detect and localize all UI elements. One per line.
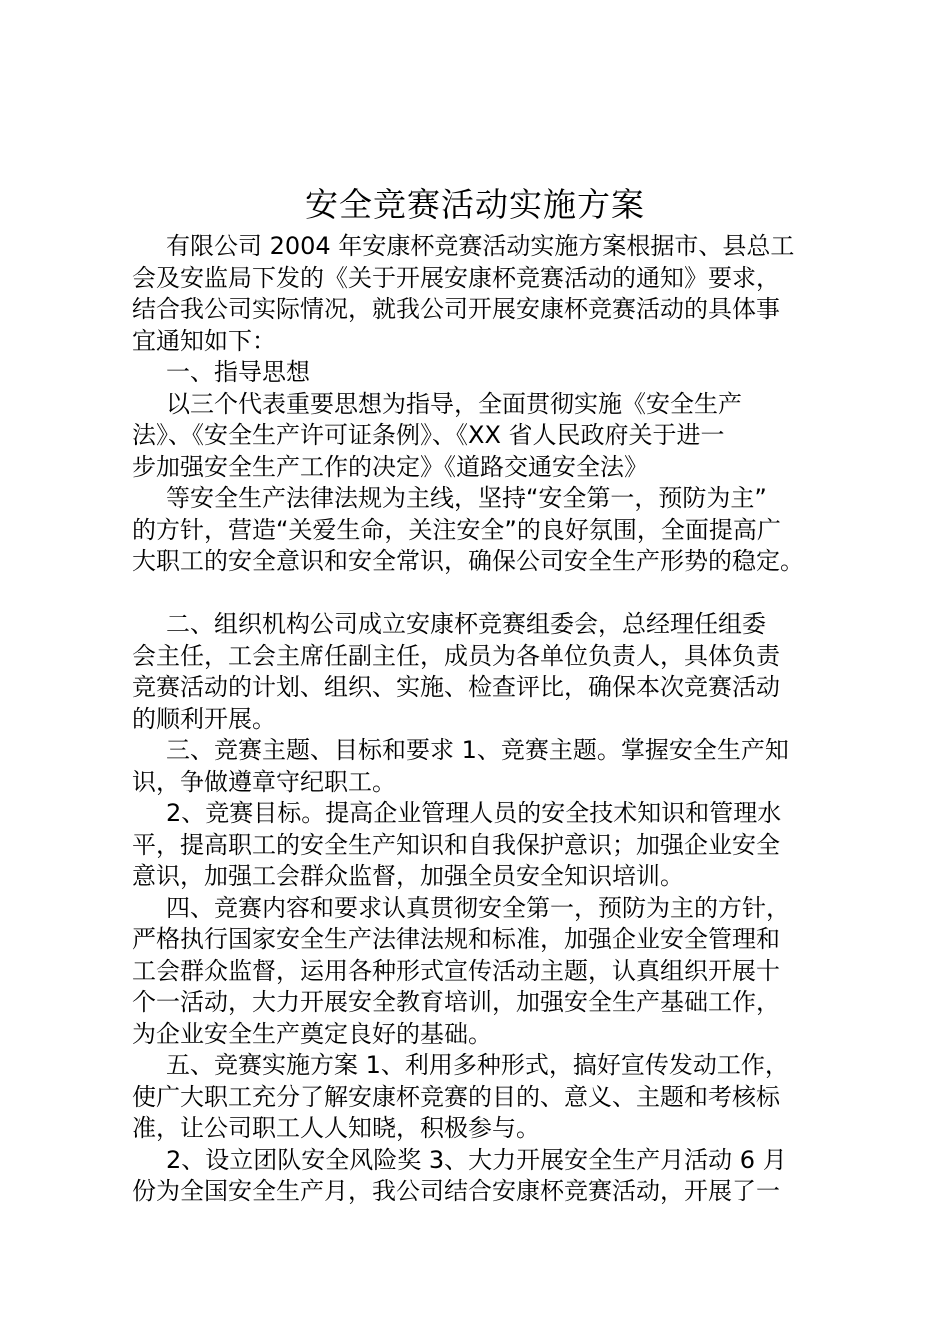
text-line: 2、设立团队安全风险奖 3、大力开展安全生产月活动 6 月	[166, 1145, 787, 1174]
text-line: 步加强安全生产工作的决定》《道路交通安全法》	[132, 452, 648, 481]
text-line: 宜通知如下：	[132, 326, 276, 355]
text-line: 有限公司 2004 年安康杯竞赛活动实施方案根据市、县总工	[166, 232, 795, 260]
text-line: 大职工的安全意识和安全常识，确保公司安全生产形势的稳定。	[132, 547, 804, 575]
section-heading: 一、指导思想	[166, 358, 310, 386]
text-line: 份为全国安全生产月，我公司结合安康杯竞赛活动，开展了一	[132, 1177, 780, 1205]
text-line: 的方针，营造“关爱生命，关注安全”的良好氛围，全面提高广	[132, 515, 781, 544]
text-line: 二、组织机构公司成立安康杯竞赛组委会，总经理任组委	[166, 610, 766, 638]
text-line: 会及安监局下发的《关于开展安康杯竞赛活动的通知》要求，	[132, 263, 780, 292]
text-line: 为企业安全生产奠定良好的基础。	[132, 1019, 492, 1048]
text-line: 结合我公司实际情况，就我公司开展安康杯竞赛活动的具体事	[132, 295, 780, 323]
text-line: 2、竞赛目标。提高企业管理人员的安全技术知识和管理水	[166, 799, 782, 827]
text-line: 使广大职工充分了解安康杯竞赛的目的、意义、主题和考核标	[132, 1082, 780, 1111]
text-line: 意识，加强工会群众监督，加强全员安全知识培训。	[132, 862, 684, 890]
text-line: 以三个代表重要思想为指导，全面贯彻实施《安全生产	[166, 389, 742, 418]
text-line: 会主任，工会主席任副主任，成员为各单位负责人，具体负责	[132, 641, 780, 670]
text-line: 工会群众监督，运用各种形式宣传活动主题，认真组织开展十	[132, 956, 780, 985]
text-line: 个一活动，大力开展安全教育培训，加强安全生产基础工作，	[132, 988, 780, 1016]
text-line: 识，争做遵章守纪职工。	[132, 767, 396, 796]
text-line: 等安全生产法律法规为主线，坚持“安全第一，预防为主”	[166, 484, 767, 512]
text-line: 三、竞赛主题、目标和要求 1、竞赛主题。掌握安全生产知	[166, 736, 789, 764]
text-line: 严格执行国家安全生产法律法规和标准，加强企业安全管理和	[132, 925, 780, 953]
blank-line	[132, 578, 832, 610]
text-line: 准，让公司职工人人知晓，积极参与。	[132, 1114, 540, 1142]
text-line: 五、竞赛实施方案 1、利用多种形式，搞好宣传发动工作，	[166, 1051, 789, 1079]
document-body	[132, 231, 832, 1208]
text-line: 四、竞赛内容和要求认真贯彻安全第一，预防为主的方针，	[166, 893, 790, 922]
text-line: 法》、《安全生产许可证条例》、《XX 省人民政府关于进一	[132, 421, 725, 449]
text-line: 竞赛活动的计划、组织、实施、检查评比，确保本次竞赛活动	[132, 673, 780, 701]
text-line: 的顺利开展。	[132, 704, 276, 733]
text-line: 平，提高职工的安全生产知识和自我保护意识；加强企业安全	[132, 830, 780, 859]
document-title: 安全竞赛活动实施方案	[305, 185, 645, 224]
